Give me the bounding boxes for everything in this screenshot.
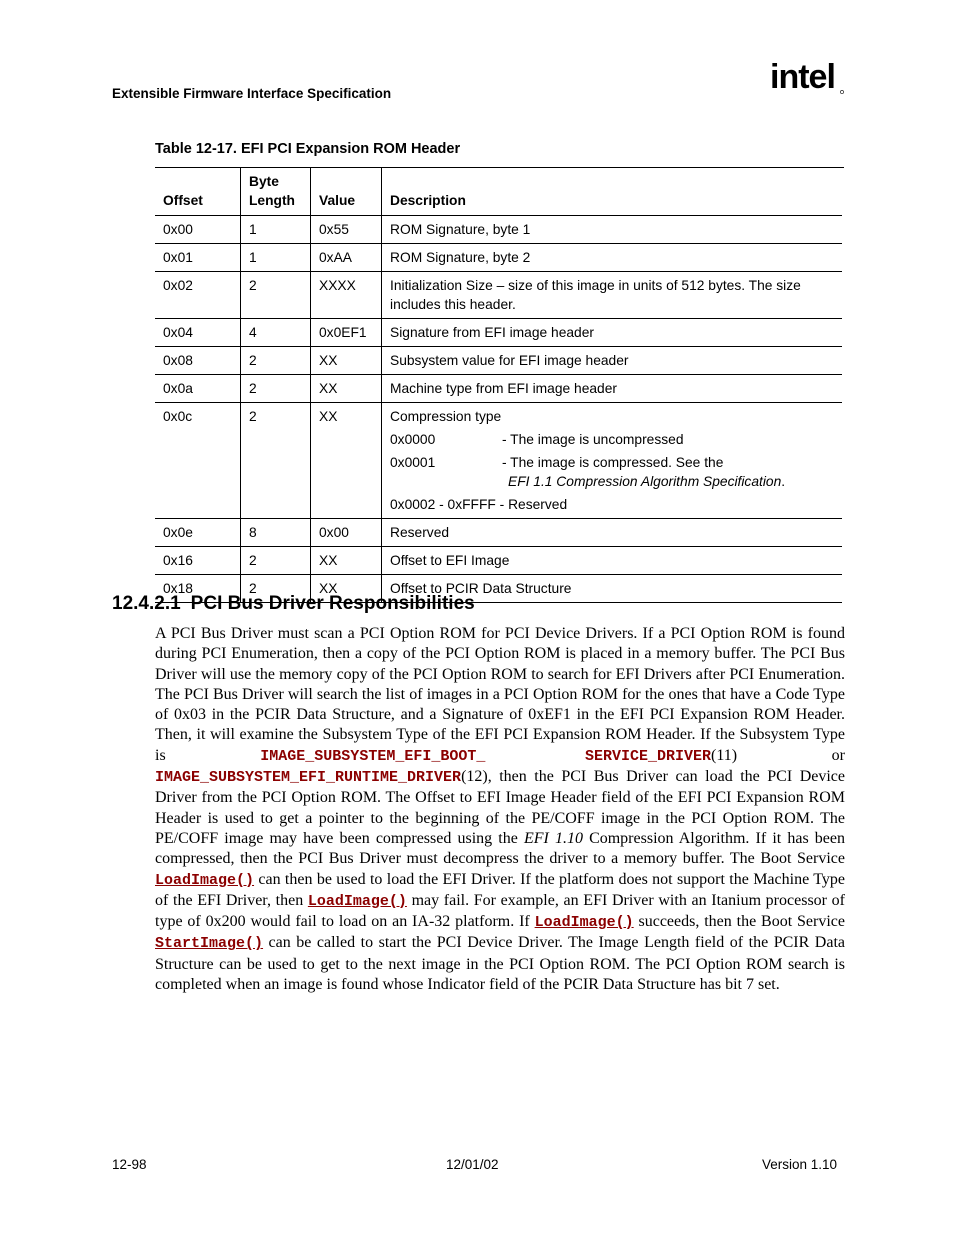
- cell-offset: 0x0c: [155, 403, 241, 519]
- option-text: - The image is compressed. See the: [502, 455, 724, 470]
- startimage-link[interactable]: StartImage(): [155, 935, 264, 953]
- cell-offset: 0x16: [155, 547, 241, 575]
- compression-option-uncompressed: [390, 430, 834, 449]
- loadimage-link[interactable]: LoadImage(): [307, 892, 407, 910]
- section-title-text: PCI Bus Driver Responsibilities: [190, 593, 475, 614]
- cell-offset: 0x02: [155, 272, 241, 319]
- paragraph-text: can be called to start the PCI Device Driver. The Image Length field of the PCIR Data Structure can be used to get to the next image in the PCI Option ROM. The PCI Option ROM search is completed when an image is found whose Indicator field of the PCIR Data Structure has bit 7 set.: [155, 934, 845, 994]
- compression-option-reserved: 0x0002 - 0xFFFF - Reserved: [390, 497, 568, 512]
- running-header-title: Extensible Firmware Interface Specification: [112, 86, 392, 101]
- efi-version-italic: EFI 1.10: [523, 829, 583, 847]
- column-header-byte-length: Byte Length: [241, 168, 311, 216]
- cell-value: XX: [311, 375, 382, 403]
- cell-offset: 0x0a: [155, 375, 241, 403]
- paragraph-text: succeeds, then the Boot Service: [633, 913, 846, 931]
- cell-offset: 0x00: [155, 216, 241, 244]
- section-number: 12.4.2.1: [112, 593, 181, 614]
- section-body-paragraph: [155, 624, 845, 995]
- table-row: [155, 272, 842, 319]
- table-row: [155, 519, 842, 547]
- cell-offset: 0x01: [155, 244, 241, 272]
- cell-description: Offset to PCIR Data Structure: [382, 575, 843, 603]
- cell-description: Reserved: [382, 519, 843, 547]
- table-row: [155, 319, 842, 347]
- cell-length: 4: [241, 319, 311, 347]
- boot-service-driver-constant: IMAGE_SUBSYSTEM_EFI_BOOT_ SERVICE_DRIVER: [260, 747, 711, 765]
- cell-description: Machine type from EFI image header: [382, 375, 843, 403]
- cell-value: XXXX: [311, 272, 382, 319]
- table-row: [155, 347, 842, 375]
- table-row: [155, 403, 842, 519]
- cell-length: 2: [241, 575, 311, 603]
- spec-title-period: .: [781, 474, 786, 489]
- cell-offset: 0x0e: [155, 519, 241, 547]
- cell-offset: 0x04: [155, 319, 241, 347]
- option-text: - The image is uncompressed: [502, 432, 684, 447]
- column-header-value: Value: [311, 168, 382, 216]
- table-row: [155, 547, 842, 575]
- cell-description: Subsystem value for EFI image header: [382, 347, 843, 375]
- cell-value: 0x55: [311, 216, 382, 244]
- cell-offset: 0x18: [155, 575, 241, 603]
- table-header-row: [155, 168, 842, 216]
- paragraph-text: may fail. For example, an EFI Driver with an Itanium processor of type of 0x200 would fail to load on an IA-32 platform. If: [155, 891, 845, 931]
- table-row: [155, 216, 842, 244]
- table-row: [155, 375, 842, 403]
- cell-length: 2: [241, 347, 311, 375]
- compression-spec-reference: [390, 472, 834, 491]
- cell-value: 0x00: [311, 519, 382, 547]
- table-row: [155, 244, 842, 272]
- paragraph-text: (12), then the PCI Bus Driver can load the PCI Device Driver from the PCI Option ROM. The Offset to EFI Image Header field of the EFI PCI Expansion ROM Header is used to get a pointer to the beginning of the PE/COFF image in the PCI Option ROM. The PE/COFF image may have been compressed using the: [155, 768, 845, 847]
- rom-header-table: [155, 168, 842, 603]
- cell-length: 2: [241, 403, 311, 519]
- paragraph-text: A PCI Bus Driver must scan a PCI Option ROM for PCI Device Drivers. If a PCI Option ROM is found during PCI Enumeration, then a copy of the PCI Option ROM is placed in a memory buffer. The PCI Bus Driver will use the memory copy of the PCI Option ROM to search for EFI Drivers after PCI Enumeration. The PCI Bus Driver will search the list of images in a PCI Option ROM for the ones that have a Code Type of 0x03 in the PCIR Data Structure, and a Signature of 0xEF1 in the EFI PCI Expansion ROM Header. Then, it will examine the Subsystem Type of the EFI PCI Expansion ROM Header. If the Subsystem Type is: [155, 625, 845, 764]
- compression-type-label: Compression type: [390, 409, 502, 424]
- paragraph-text: (11) or: [710, 746, 845, 764]
- cell-description: ROM Signature, byte 2: [382, 244, 843, 272]
- footer-version: Version 1.10: [762, 1157, 838, 1172]
- cell-length: 8: [241, 519, 311, 547]
- footer-date: 12/01/02: [446, 1157, 499, 1172]
- cell-value: XX: [311, 347, 382, 375]
- cell-length: 2: [241, 272, 311, 319]
- cell-value: XX: [311, 547, 382, 575]
- section-heading: [112, 593, 475, 615]
- footer-page-number: 12-98: [112, 1157, 147, 1172]
- logo-wordmark: intel: [770, 58, 835, 96]
- cell-value: 0x0EF1: [311, 319, 382, 347]
- option-code: 0x0001: [390, 455, 436, 470]
- option-code: 0x0000: [390, 432, 436, 447]
- column-header-description: Description: [382, 168, 843, 216]
- cell-length: 2: [241, 547, 311, 575]
- cell-offset: 0x08: [155, 347, 241, 375]
- cell-value: XX: [311, 575, 382, 603]
- loadimage-link[interactable]: LoadImage(): [534, 914, 634, 932]
- spec-title: EFI 1.1 Compression Algorithm Specification: [508, 474, 782, 489]
- column-header-offset: Offset: [155, 168, 241, 216]
- compression-option-compressed: [390, 453, 834, 472]
- cell-description: Offset to EFI Image: [382, 547, 843, 575]
- runtime-driver-constant: IMAGE_SUBSYSTEM_EFI_RUNTIME_DRIVER: [155, 769, 462, 787]
- cell-description: ROM Signature, byte 1: [382, 216, 843, 244]
- intel-logo: [770, 58, 850, 102]
- cell-value: XX: [311, 403, 382, 519]
- cell-length: 1: [241, 244, 311, 272]
- paragraph-text: can then be used to load the EFI Driver. If the platform does not support the Machine Type of the EFI Driver, then: [155, 870, 845, 909]
- table-caption: Table 12-17. EFI PCI Expansion ROM Header: [155, 141, 461, 157]
- cell-description: Signature from EFI image header: [382, 319, 843, 347]
- cell-description: [382, 403, 843, 519]
- paragraph-text: Compression Algorithm. If it has been compressed, then the PCI Bus Driver must decompress the driver to a memory buffer. The Boot Service: [155, 829, 845, 868]
- cell-description: Initialization Size – size of this image in units of 512 bytes. The size includes this header.: [382, 272, 843, 319]
- loadimage-link[interactable]: LoadImage(): [155, 871, 255, 889]
- cell-length: 1: [241, 216, 311, 244]
- cell-length: 2: [241, 375, 311, 403]
- cell-value: 0xAA: [311, 244, 382, 272]
